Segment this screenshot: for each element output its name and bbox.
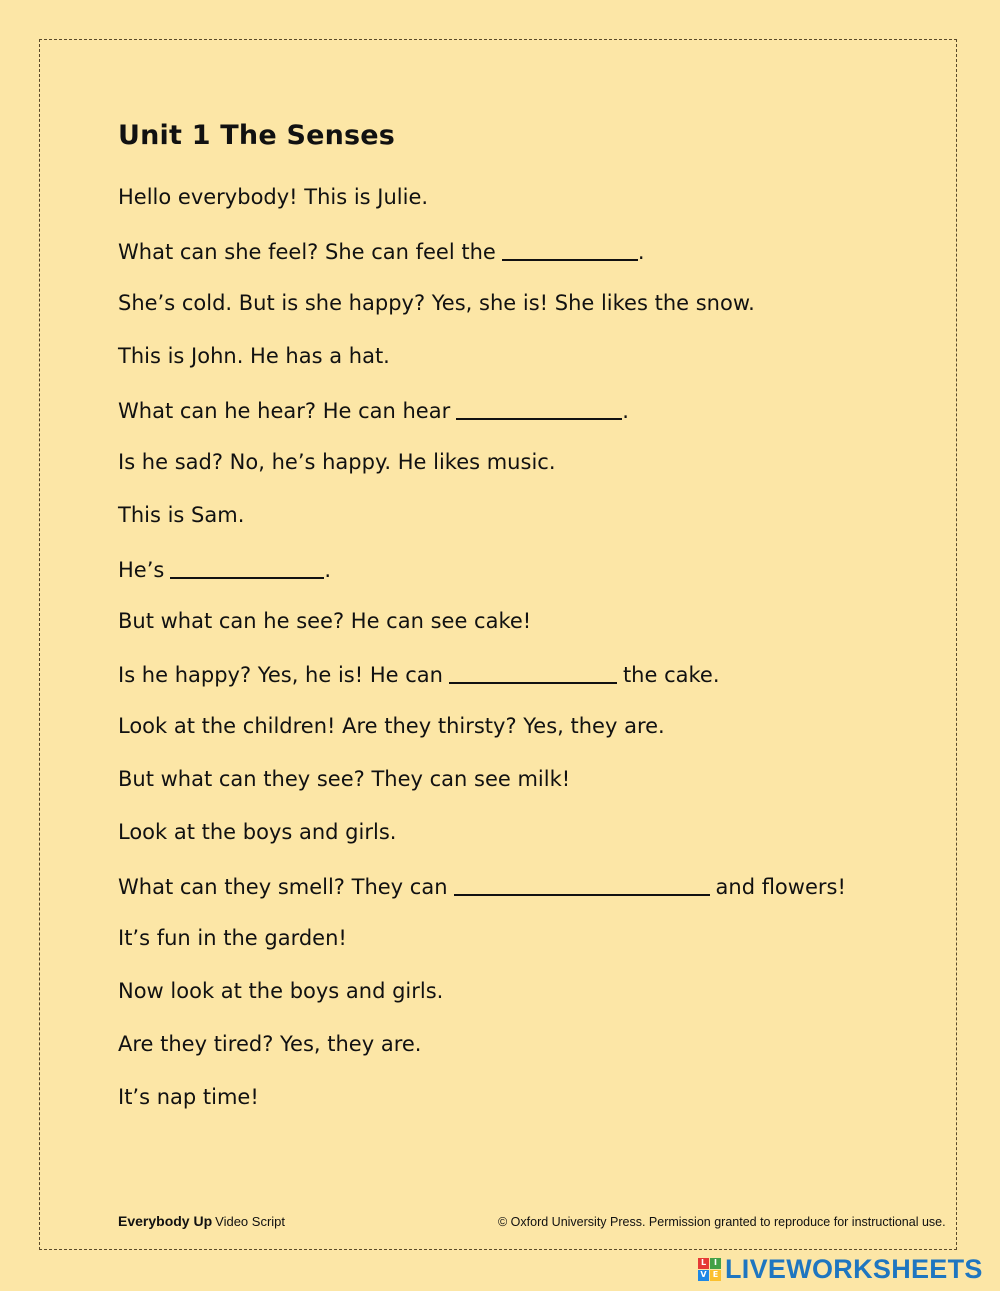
answer-blank-5[interactable] bbox=[454, 874, 710, 896]
script-line-17: Are they tired? Yes, they are. bbox=[118, 1032, 422, 1056]
liveworksheets-logo bbox=[698, 1254, 983, 1284]
footer-source bbox=[118, 1213, 285, 1229]
script-line-10 bbox=[118, 660, 720, 688]
script-line-18: It’s nap time! bbox=[118, 1085, 259, 1109]
script-line-12: But what can they see? They can see milk! bbox=[118, 767, 571, 791]
liveworksheets-blocks-icon bbox=[698, 1258, 721, 1281]
script-line-8-after: . bbox=[324, 558, 332, 582]
logo-block-v: V bbox=[698, 1270, 709, 1281]
logo-block-e: E bbox=[710, 1270, 721, 1281]
script-line-10-before: Is he happy? Yes, he is! He can bbox=[118, 663, 443, 687]
answer-blank-4[interactable] bbox=[449, 662, 617, 684]
script-line-6: Is he sad? No, he’s happy. He likes music. bbox=[118, 450, 556, 474]
logo-block-l: L bbox=[698, 1258, 709, 1269]
script-line-7: This is Sam. bbox=[118, 503, 245, 527]
script-line-8-before: He’s bbox=[118, 558, 165, 582]
liveworksheets-wordmark: LIVEWORKSHEETS bbox=[725, 1253, 983, 1284]
script-line-5-before: What can he hear? He can hear bbox=[118, 399, 451, 423]
script-line-16: Now look at the boys and girls. bbox=[118, 979, 444, 1003]
footer-copyright: © Oxford University Press. Permission granted to reproduce for instructional use. bbox=[498, 1215, 946, 1229]
script-line-3: She’s cold. But is she happy? Yes, she is! She likes the snow. bbox=[118, 291, 755, 315]
script-line-2 bbox=[118, 237, 645, 265]
logo-block-i: I bbox=[710, 1258, 721, 1269]
script-line-2-before: What can she feel? She can feel the bbox=[118, 240, 496, 264]
script-line-9: But what can he see? He can see cake! bbox=[118, 609, 532, 633]
script-line-1: Hello everybody! This is Julie. bbox=[118, 185, 429, 209]
script-line-15: It’s fun in the garden! bbox=[118, 926, 347, 950]
script-line-8 bbox=[118, 555, 331, 583]
script-line-5-after: . bbox=[622, 399, 629, 423]
answer-blank-1[interactable] bbox=[502, 239, 638, 261]
script-line-4: This is John. He has a hat. bbox=[118, 344, 390, 368]
script-line-11: Look at the children! Are they thirsty? Yes, they are. bbox=[118, 714, 665, 738]
answer-blank-2[interactable] bbox=[456, 398, 622, 420]
footer-subtitle: Video Script bbox=[215, 1214, 285, 1229]
script-line-10-after: the cake. bbox=[622, 663, 720, 687]
page-title: Unit 1 The Senses bbox=[118, 120, 396, 151]
script-line-5 bbox=[118, 396, 629, 424]
script-line-2-after: . bbox=[637, 240, 645, 264]
footer-brand: Everybody Up bbox=[118, 1213, 213, 1229]
script-line-14-after: and flowers! bbox=[715, 875, 846, 899]
answer-blank-3[interactable] bbox=[170, 557, 324, 579]
script-line-14 bbox=[118, 872, 846, 900]
script-line-14-before: What can they smell? They can bbox=[118, 875, 448, 899]
script-line-13: Look at the boys and girls. bbox=[118, 820, 397, 844]
page-border bbox=[39, 39, 957, 1250]
